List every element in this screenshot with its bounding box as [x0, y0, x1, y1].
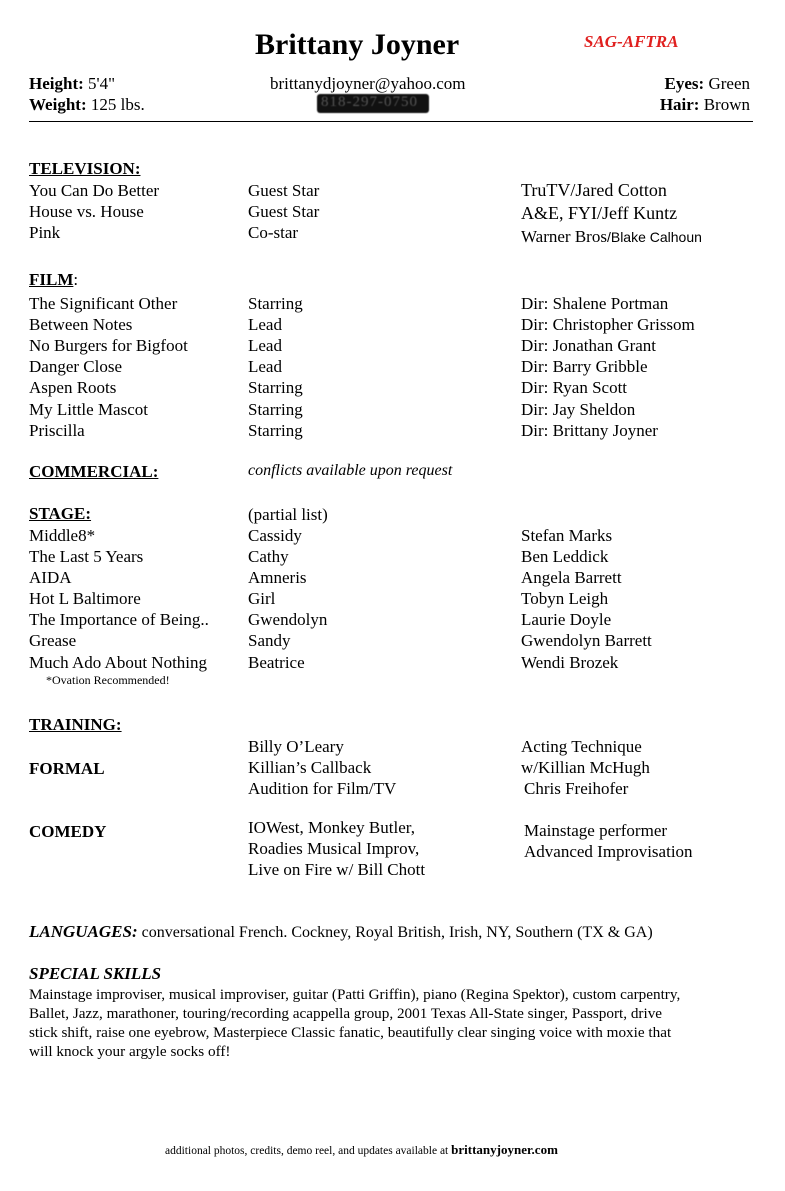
- list-item-role: Starring: [248, 378, 303, 397]
- list-item-credit: Dir: Jay Sheldon: [521, 400, 636, 419]
- special-skills-heading: SPECIAL SKILLS: [29, 964, 162, 983]
- list-item-credit: Dir: Ryan Scott: [521, 378, 628, 397]
- list-item-role: Sandy: [248, 631, 291, 650]
- list-item-role: Cathy: [248, 547, 289, 566]
- website-link[interactable]: brittanyjoyner.com: [451, 1142, 558, 1157]
- list-item-credit: Gwendolyn Barrett: [521, 631, 652, 650]
- hair-label: Hair:: [659, 95, 700, 114]
- list-item-credit: Dir: Christopher Grissom: [521, 315, 695, 334]
- list-item-credit: [521, 226, 702, 248]
- email[interactable]: brittanydjoyner@yahoo.com: [270, 74, 466, 93]
- list-item-role: Starring: [248, 400, 303, 419]
- list-item-role: Girl: [248, 589, 276, 608]
- training-item: Audition for Film/TV: [248, 779, 397, 798]
- list-item-credit: A&E, FYI/Jeff Kuntz: [521, 203, 678, 223]
- list-item-title: The Importance of Being..: [29, 610, 209, 629]
- stage-heading: STAGE:: [29, 504, 92, 523]
- list-item-title: Priscilla: [29, 421, 85, 440]
- list-item-role: Amneris: [248, 568, 307, 587]
- television-heading: TELEVISION:: [29, 159, 141, 178]
- list-item-credit: Dir: Jonathan Grant: [521, 336, 657, 355]
- training-item: Billy O’Leary: [248, 737, 344, 756]
- training-item: IOWest, Monkey Butler,: [248, 818, 415, 837]
- list-item-role: Co-star: [248, 223, 299, 242]
- skills-line: Ballet, Jazz, marathoner, touring/recording acappella group, 2001 Texas All-State singer, Passport, drive: [29, 1005, 663, 1022]
- list-item-credit: Dir: Brittany Joyner: [521, 421, 658, 440]
- list-item-title: Much Ado About Nothing: [29, 653, 208, 672]
- height-value: 5'4": [88, 74, 116, 93]
- eyes-line: [665, 73, 750, 94]
- training-detail: w/Killian McHugh: [521, 758, 650, 777]
- weight-value: 125 lbs.: [90, 95, 145, 114]
- stage-footnote: *Ovation Recommended!: [46, 673, 170, 687]
- list-item-credit: Dir: Shalene Portman: [521, 294, 669, 313]
- list-item-credit: Ben Leddick: [521, 547, 609, 566]
- credit-studio: Warner Bros: [521, 227, 607, 246]
- hair-value: Brown: [703, 95, 750, 114]
- list-item-title: Danger Close: [29, 357, 123, 376]
- list-item-title: Grease: [29, 631, 77, 650]
- list-item-title: Hot L Baltimore: [29, 589, 141, 608]
- training-detail: Mainstage performer: [524, 821, 668, 840]
- list-item-title: You Can Do Better: [29, 181, 160, 200]
- training-detail: Acting Technique: [521, 737, 642, 756]
- credit-director: /Blake Calhoun: [606, 229, 702, 245]
- list-item-title: Middle8*: [29, 526, 96, 545]
- footer-text: additional photos, credits, demo reel, and updates available at: [165, 1145, 452, 1157]
- list-item-role: Lead: [248, 336, 282, 355]
- commercial-heading: COMMERCIAL:: [29, 462, 159, 481]
- film-heading-colon: :: [73, 270, 79, 289]
- header-divider: [29, 121, 753, 122]
- list-item-role: Lead: [248, 357, 282, 376]
- list-item-role: Cassidy: [248, 526, 302, 545]
- list-item-title: The Last 5 Years: [29, 547, 144, 566]
- union-label: SAG-AFTRA: [584, 32, 679, 51]
- list-item-role: Guest Star: [248, 202, 320, 221]
- training-detail: Chris Freihofer: [524, 779, 629, 798]
- height-label: Height:: [29, 74, 84, 93]
- weight-label: Weight:: [29, 95, 87, 114]
- phone-redacted: [317, 94, 429, 113]
- list-item-title: The Significant Other: [29, 294, 178, 313]
- list-item-role: Starring: [248, 294, 303, 313]
- list-item-role: Gwendolyn: [248, 610, 328, 629]
- languages-label: LANGUAGES:: [29, 922, 138, 941]
- list-item-role: Starring: [248, 421, 303, 440]
- film-heading-label: FILM: [29, 270, 74, 289]
- film-heading: [29, 270, 78, 290]
- list-item-title: My Little Mascot: [29, 400, 148, 419]
- list-item-credit: Tobyn Leigh: [521, 589, 609, 608]
- skills-line: Mainstage improviser, musical improviser, guitar (Patti Griffin), piano (Regina Spektor), custom carpentry,: [29, 986, 681, 1003]
- list-item-role: Beatrice: [248, 653, 305, 672]
- stage-note: (partial list): [248, 505, 328, 524]
- training-item: Roadies Musical Improv,: [248, 839, 420, 858]
- list-item-role: Lead: [248, 315, 282, 334]
- training-item: Killian’s Callback: [248, 758, 372, 777]
- list-item-credit: Angela Barrett: [521, 568, 622, 587]
- skills-line: will knock your argyle socks off!: [29, 1043, 231, 1060]
- comedy-label: COMEDY: [29, 822, 107, 841]
- list-item-title: Between Notes: [29, 315, 133, 334]
- hair-line: [660, 94, 750, 115]
- training-heading: TRAINING:: [29, 715, 122, 734]
- skills-line: stick shift, raise one eyebrow, Masterpiece Classic fanatic, beautifully clear singing voice with moxie that: [29, 1024, 672, 1041]
- languages-text: conversational French. Cockney, Royal British, Irish, NY, Southern (TX & GA): [141, 924, 653, 941]
- list-item-title: Pink: [29, 223, 61, 242]
- list-item-credit: Stefan Marks: [521, 526, 613, 545]
- training-detail: Advanced Improvisation: [524, 842, 693, 861]
- phone-number: 818-297-0750: [321, 94, 418, 110]
- eyes-value: Green: [708, 74, 750, 93]
- height-line: [29, 73, 115, 94]
- list-item-title: No Burgers for Bigfoot: [29, 336, 188, 355]
- list-item-title: House vs. House: [29, 202, 144, 221]
- list-item-title: AIDA: [29, 568, 72, 587]
- list-item-credit: Dir: Barry Gribble: [521, 357, 648, 376]
- formal-label: FORMAL: [29, 759, 105, 778]
- list-item-role: Guest Star: [248, 181, 320, 200]
- list-item-credit: Laurie Doyle: [521, 610, 612, 629]
- list-item-credit: Wendi Brozek: [521, 653, 619, 672]
- languages-line: [29, 922, 653, 942]
- eyes-label: Eyes:: [664, 74, 705, 93]
- list-item-title: Aspen Roots: [29, 378, 117, 397]
- weight-line: [29, 94, 145, 115]
- training-item: Live on Fire w/ Bill Chott: [248, 860, 426, 879]
- footer-note: [165, 1142, 558, 1158]
- list-item-credit: TruTV/Jared Cotton: [521, 180, 667, 200]
- commercial-note: conflicts available upon request: [248, 462, 453, 479]
- actor-name: Brittany Joyner: [255, 28, 460, 61]
